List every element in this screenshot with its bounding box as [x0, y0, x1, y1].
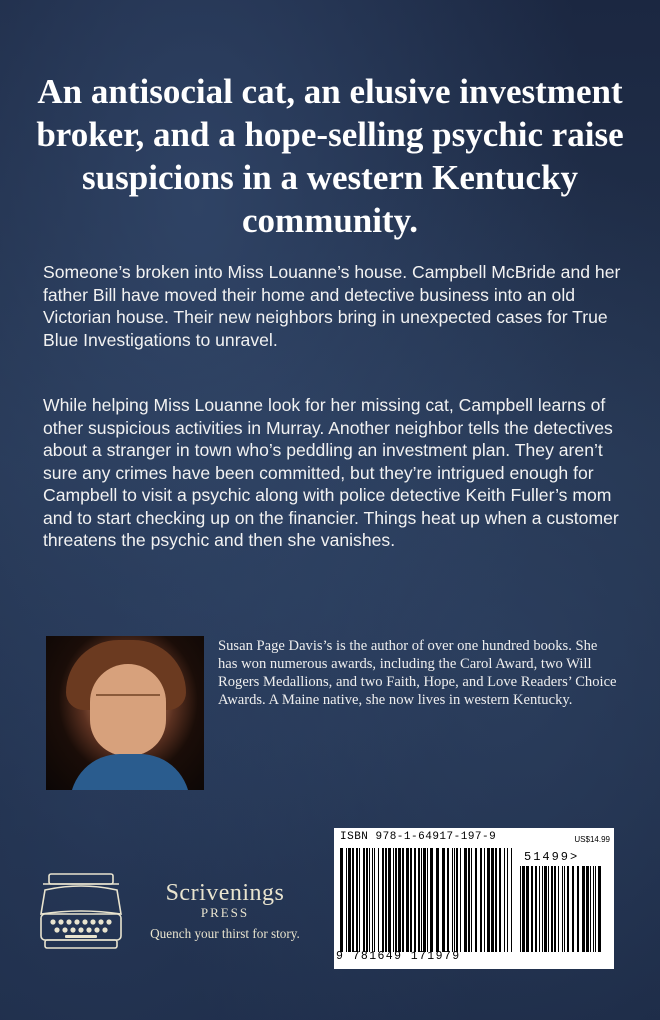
isbn-label: ISBN 978-1-64917-197-9	[340, 831, 497, 843]
barcode-supplement-bars	[520, 866, 604, 952]
barcode-supplement-code: 51499>	[524, 850, 580, 864]
publisher-name: Scrivenings	[165, 880, 285, 906]
barcode-bars	[340, 848, 516, 952]
barcode-digits: 9 781649 171979	[336, 950, 461, 963]
description-paragraph-1: Someone’s broken into Miss Louanne’s house. Campbell McBride and her father Bill have moved their home and detective business into an old Victorian house. Their new neighbors bring in unexpected cases for True Blue Investigations to unravel.	[43, 262, 621, 350]
barcode	[334, 828, 614, 969]
publisher-slogan: Quench your thirst for story.	[150, 926, 300, 941]
publisher-subtitle: PRESS	[200, 905, 250, 920]
typewriter-icon	[35, 870, 127, 952]
price-label: US$14.99	[574, 835, 610, 844]
author-bio: Susan Page Davis’s is the author of over one hundred books. She has won numerous awards, including the Carol Award, two Will Rogers Medallions, and two Faith, Hope, and Love Readers’ Choice Awards. A Maine native, she now lives in western Kentucky.	[218, 638, 617, 708]
author-photo	[46, 636, 204, 790]
description-paragraph-2: While helping Miss Louanne look for her missing cat, Campbell learns of other suspicious activities in Murray. Another neighbor tells the detectives about a stranger in town who’s peddling an investment plan. They aren’t sure any crimes have been committed, but they’re intrigued enough for Campbell to visit a psychic along with police detective Keith Fuller’s mom and to start checking up on the financier. Things heat up when a customer threatens the psychic and then she vanishes.	[43, 395, 619, 550]
tagline: An antisocial cat, an elusive investment broker, and a hope-selling psychic raise suspicions in a western Kentucky community.	[36, 72, 624, 240]
